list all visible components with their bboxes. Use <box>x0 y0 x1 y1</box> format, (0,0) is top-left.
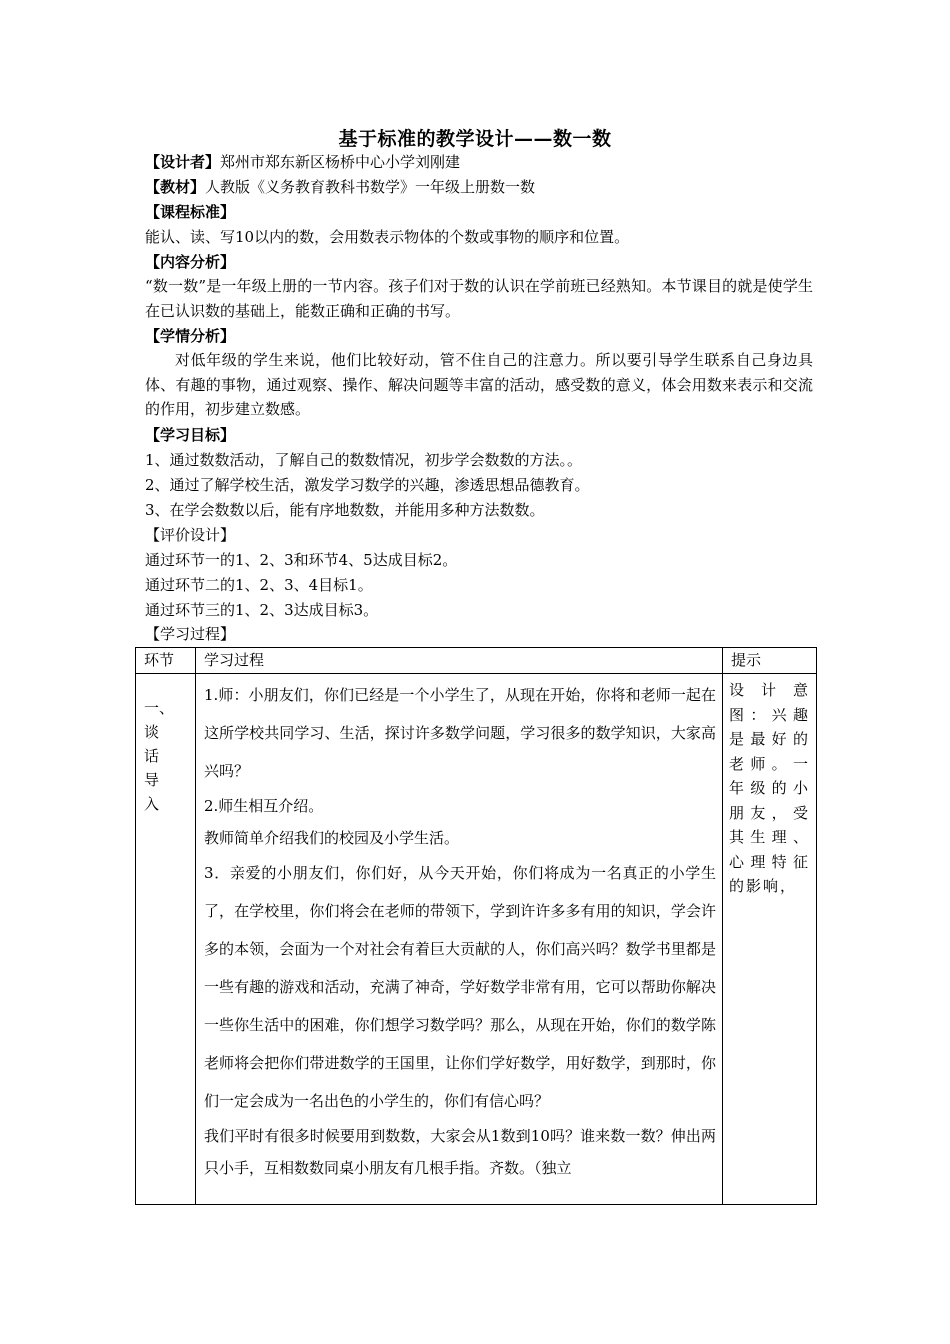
evaluation-item: 通过环节一的1、2、3和环节4、5达成目标2。 <box>145 551 458 569</box>
evaluation-item: 通过环节二的1、2、3、4目标1。 <box>145 576 373 594</box>
header-process: 学习过程 <box>196 648 723 674</box>
stage-char: 导 <box>144 771 160 789</box>
header-stage: 环节 <box>136 648 196 674</box>
process-paragraph: 教师简单介绍我们的校园及小学生活。 <box>204 829 460 847</box>
learner-analysis-heading: 【学情分析】 <box>145 327 236 345</box>
standard-text: 能认、读、写10以内的数，会用数表示物体的个数或事物的顺序和位置。 <box>145 228 630 246</box>
goal-item: 3、在学会数数以后，能有序地数数，并能用多种方法数数。 <box>145 501 545 519</box>
designer-label: 【设计者】 <box>145 153 221 171</box>
stage-char: 话 <box>144 747 160 765</box>
standard-heading: 【课程标准】 <box>145 203 236 221</box>
textbook-label: 【教材】 <box>145 178 206 196</box>
tip-cell: 设计意图：兴趣是最好的老师。一年级的小朋友，受其生理、心理特征的影响， <box>723 674 817 1205</box>
goal-item: 2、通过了解学校生活，激发学习数学的兴趣，渗透思想品德教育。 <box>145 476 590 494</box>
designer-line <box>145 150 825 174</box>
process-content-cell <box>196 674 723 1205</box>
designer-value: 郑州市郑东新区杨桥中心小学刘刚建 <box>220 153 461 171</box>
process-paragraph: 我们平时有很多时候要用到数数，大家会从1数到10吗？谁来数一数？伸出两只小手，互相数数同桌小朋友有几根手指。齐数。（独立 <box>204 1127 716 1177</box>
stage-cell <box>136 674 196 1205</box>
stage-char: 谈 <box>144 723 160 741</box>
process-paragraph: 1.师：小朋友们，你们已经是一个小学生了，从现在开始，你将和老师一起在这所学校共同学习、生活，探讨许多数学问题，学习很多的数学知识，大家高兴吗？ <box>204 686 716 780</box>
table-row <box>136 674 817 1205</box>
learner-analysis-text: 对低年级的学生来说，他们比较好动，管不住自己的注意力。所以要引导学生联系自己身边具体、有趣的事物，通过观察、操作、解决问题等丰富的活动，感受数的意义，体会用数来表示和交流的作用，初步建立数感。 <box>145 351 813 418</box>
header-tip: 提示 <box>723 648 817 674</box>
goals-heading: 【学习目标】 <box>145 426 236 444</box>
evaluation-item: 通过环节三的1、2、3达成目标3。 <box>145 601 379 619</box>
process-paragraph: 2.师生相互介绍。 <box>204 797 324 815</box>
content-analysis-heading: 【内容分析】 <box>145 253 236 271</box>
stage-char: 一、 <box>144 699 175 717</box>
process-table <box>135 647 817 1205</box>
textbook-line <box>145 175 825 199</box>
table-header-row <box>136 648 817 674</box>
process-paragraph: 3．亲爱的小朋友们，你们好，从今天开始，你们将成为一名真正的小学生了，在学校里，你们将会在老师的带领下，学到许许多多有用的知识，学会许多的本领，会面为一个对社会有着巨大贡献的人，你们高兴吗？数学书里都是一些有趣的游戏和活动，充满了神奇，学好数学非常有用，它可以帮助你解决一些你生活中的困难，你们想学习数学吗？那么，从现在开始，你们的数学陈老师将会把你们带进数学的王国里，让你们学好数学，用好数学，到那时，你们一定会成为一名出色的小学生的，你们有信心吗？ <box>204 864 716 1110</box>
content-analysis-text: “数一数”是一年级上册的一节内容。孩子们对于数的认识在学前班已经熟知。本节课目的就是使学生在已认识数的基础上，能数正确和正确的书写。 <box>145 277 813 320</box>
stage-char: 入 <box>144 795 160 813</box>
evaluation-heading: 【评价设计】 <box>145 526 236 544</box>
goal-item: 1、通过数数活动，了解自己的数数情况，初步学会数数的方法。。 <box>145 451 583 469</box>
process-heading: 【学习过程】 <box>145 625 236 643</box>
document-title: 基于标准的教学设计——数一数 <box>338 128 612 150</box>
textbook-value: 人教版《义务教育教科书数学》一年级上册数一数 <box>205 178 536 196</box>
